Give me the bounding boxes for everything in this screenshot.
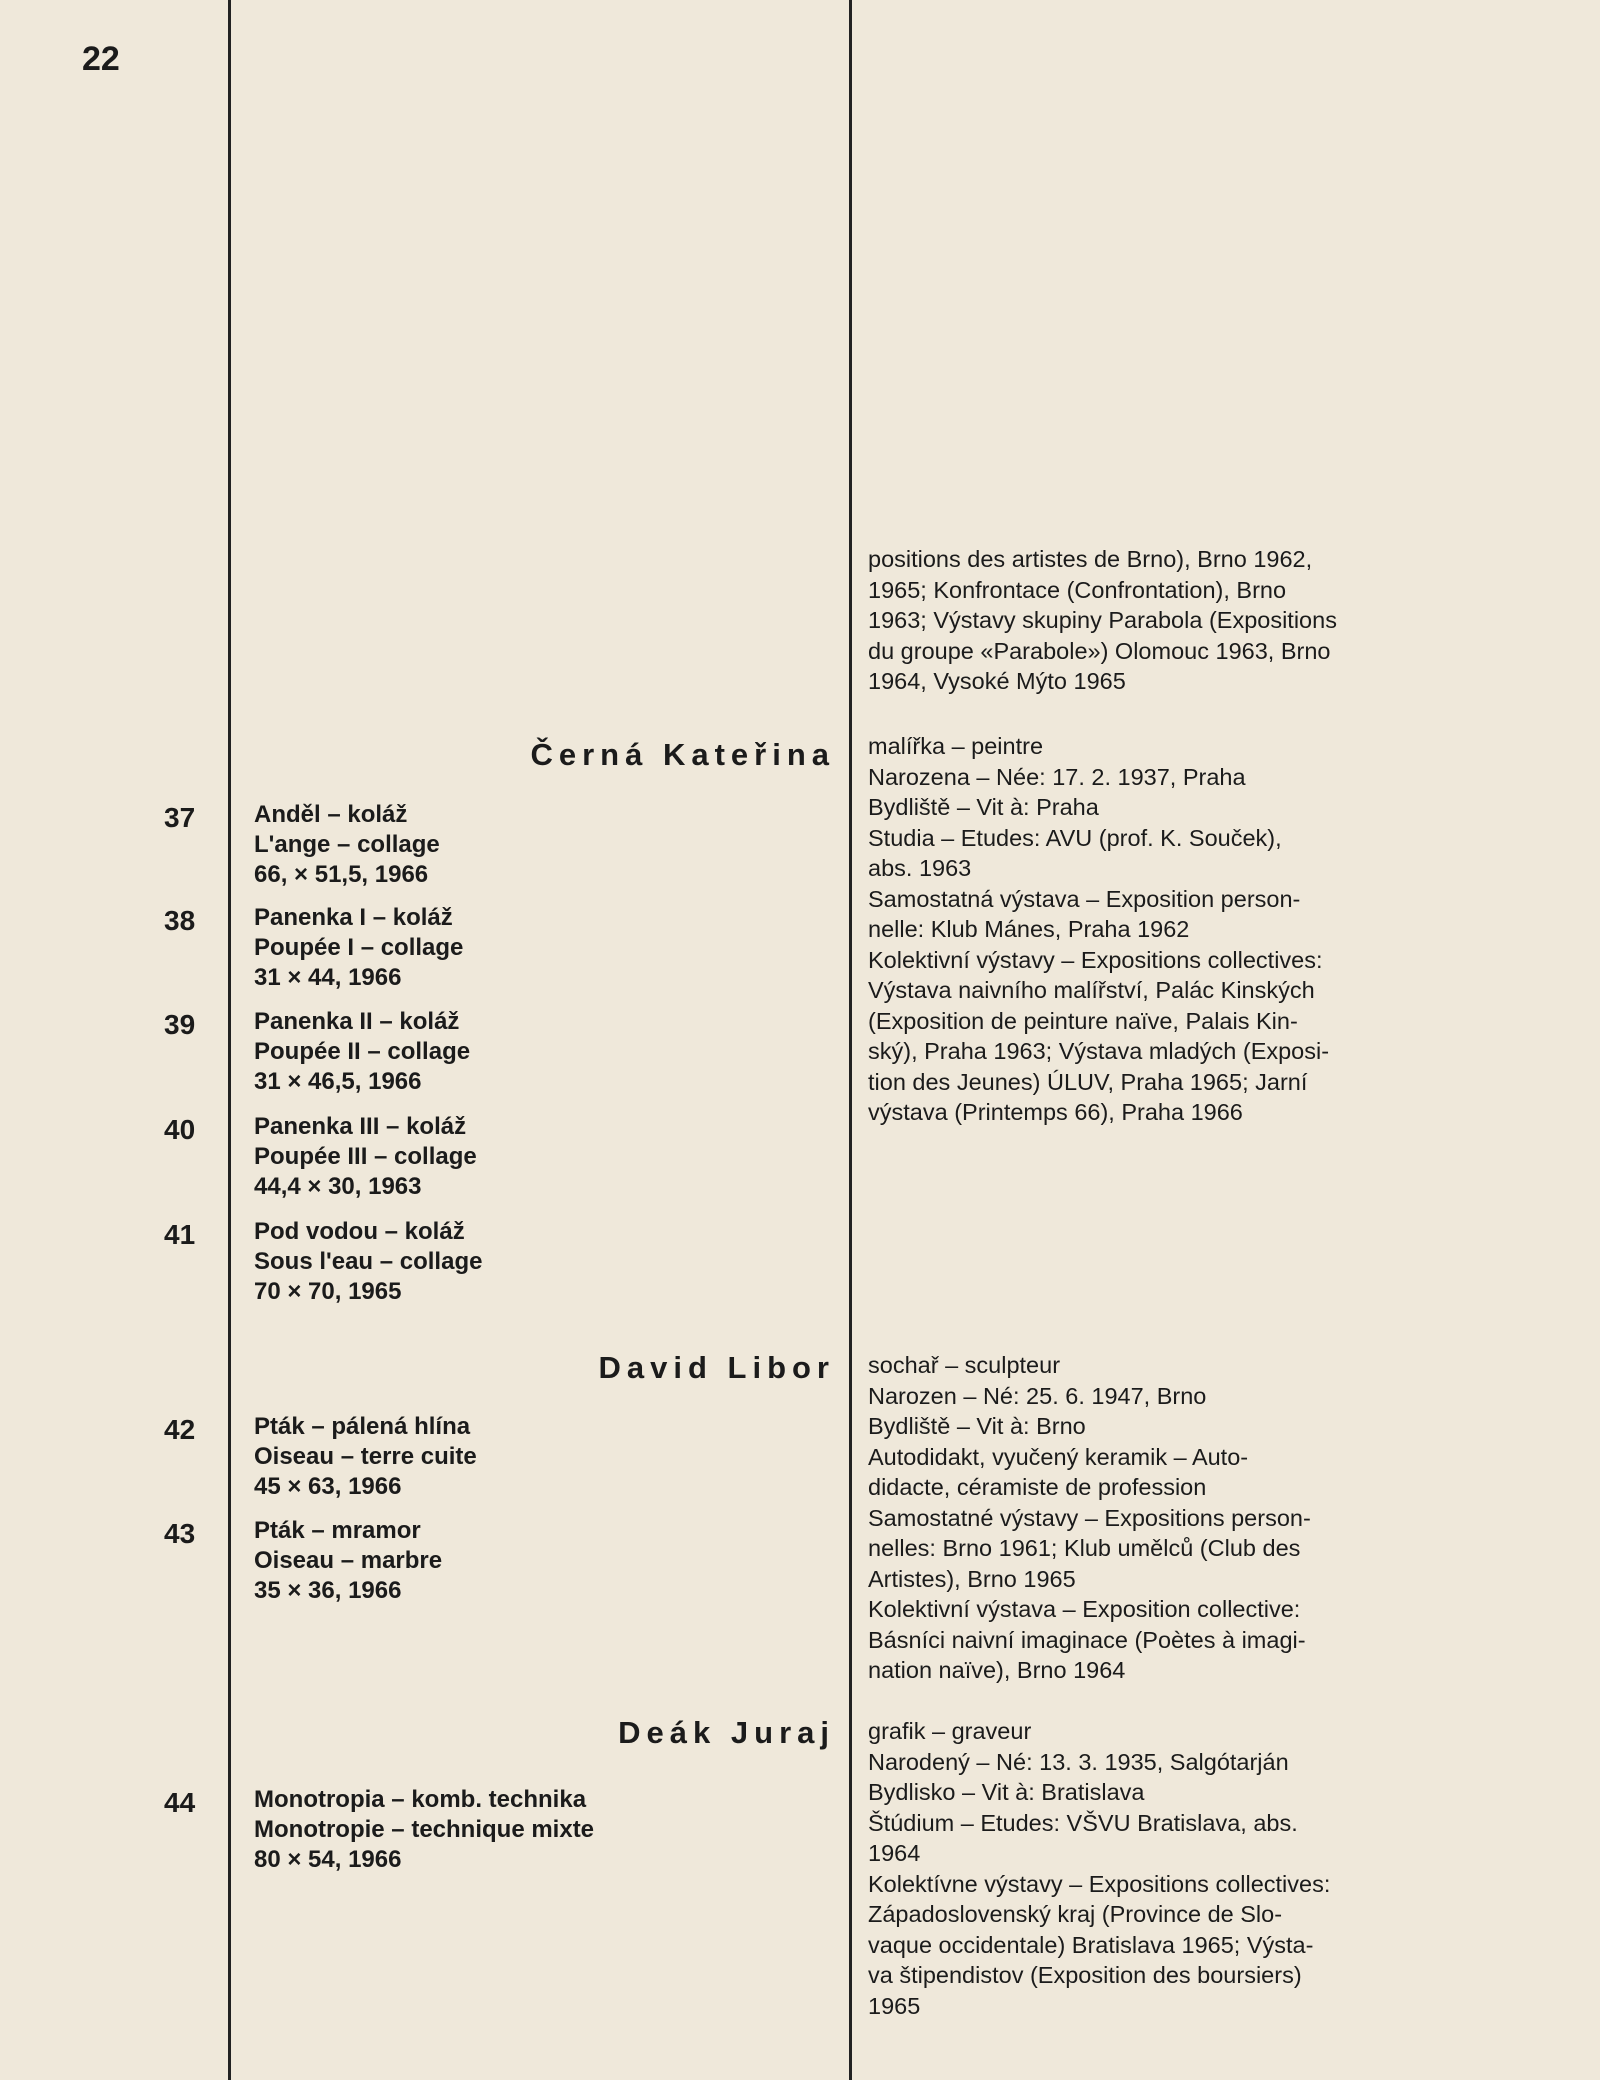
bio-line: Narozena – Née: 17. 2. 1937, Praha — [868, 763, 1246, 790]
work-number: 44 — [164, 1787, 196, 1818]
biography-column — [868, 0, 1448, 2080]
work-dimensions: 66, × 51,5, 1966 — [254, 861, 429, 888]
work-title-cz: Monotropia – komb. technika — [254, 1786, 587, 1813]
work-title-fr: Poupée III – collage — [254, 1143, 477, 1170]
bio-line: grafik – graveur — [868, 1718, 1032, 1744]
work-title-cz: Pták – mramor — [254, 1517, 421, 1544]
bio-line: malířka – peintre — [868, 733, 1044, 759]
work-number: 38 — [164, 905, 196, 936]
bio-line: 1964, Vysoké Mýto 1965 — [868, 668, 1126, 694]
bio-line: tion des Jeunes) ÚLUV, Praha 1965; Jarní — [868, 1068, 1308, 1095]
bio-line: ský), Praha 1963; Výstava mladých (Exposi- — [868, 1038, 1330, 1064]
bio-line: Narodený – Né: 13. 3. 1935, Salgótarján — [868, 1748, 1289, 1775]
work-title-fr: Poupée I – collage — [254, 934, 464, 961]
work-title-fr: Oiseau – terre cuite — [254, 1443, 477, 1470]
work-dimensions: 44,4 × 30, 1963 — [254, 1173, 422, 1200]
bio-line: Západoslovenský kraj (Province de Slo- — [868, 1901, 1283, 1927]
work-title-cz: Panenka II – koláž — [254, 1008, 460, 1035]
work-dimensions: 31 × 46,5, 1966 — [254, 1068, 422, 1095]
bio-line: vaque occidentale) Bratislava 1965; Výsta- — [868, 1931, 1314, 1958]
bio-line: nelle: Klub Mánes, Praha 1962 — [868, 916, 1190, 942]
bio-line: Kolektivní výstavy – Expositions collectives: — [868, 946, 1323, 973]
work-title-cz: Panenka III – koláž — [254, 1113, 467, 1140]
bio-line: Artistes), Brno 1965 — [868, 1565, 1076, 1592]
bio-line: 1965; Konfrontace (Confrontation), Brno — [868, 576, 1287, 603]
artist-name: Černá Kateřina — [530, 737, 835, 772]
work-title-cz: Pták – pálená hlína — [254, 1413, 471, 1440]
bio-line: Narozen – Né: 25. 6. 1947, Brno — [868, 1382, 1207, 1409]
bio-line: Kolektivní výstava – Exposition collective: — [868, 1596, 1301, 1622]
bio-line: Samostatné výstavy – Expositions person- — [868, 1504, 1311, 1531]
bio-line: Studia – Etudes: AVU (prof. K. Souček), — [868, 824, 1282, 851]
bio-line: 1965 — [868, 1992, 921, 2019]
bio-line: Bydliště – Vit à: Praha — [868, 794, 1099, 820]
work-dimensions: 31 × 44, 1966 — [254, 964, 402, 991]
bio-line: nelles: Brno 1961; Klub umělců (Club des — [868, 1535, 1301, 1561]
work-dimensions: 80 × 54, 1966 — [254, 1846, 402, 1873]
bio-line: positions des artistes de Brno), Brno 1962, — [868, 546, 1313, 572]
bio-line: sochař – sculpteur — [868, 1352, 1061, 1378]
work-title-cz: Pod vodou – koláž — [254, 1218, 465, 1245]
bio-line: Bydlisko – Vit à: Bratislava — [868, 1779, 1145, 1805]
work-title-cz: Anděl – koláž — [254, 801, 408, 828]
bio-line: Samostatná výstava – Exposition person- — [868, 885, 1301, 912]
work-title-cz: Panenka I – koláž — [254, 904, 453, 931]
work-number: 41 — [164, 1219, 196, 1250]
bio-line: va štipendistov (Exposition des boursiers) — [868, 1962, 1302, 1988]
work-number: 42 — [164, 1414, 196, 1445]
page-number: 22 — [82, 40, 120, 78]
bio-line: Bydliště – Vit à: Brno — [868, 1413, 1086, 1439]
work-number: 40 — [164, 1114, 196, 1145]
bio-line: du groupe «Parabole») Olomouc 1963, Brno — [868, 637, 1331, 664]
bio-line: výstava (Printemps 66), Praha 1966 — [868, 1099, 1243, 1125]
work-dimensions: 35 × 36, 1966 — [254, 1577, 402, 1604]
work-number: 39 — [164, 1009, 196, 1040]
work-dimensions: 70 × 70, 1965 — [254, 1278, 402, 1305]
work-title-fr: Oiseau – marbre — [254, 1547, 443, 1574]
bio-line: 1964 — [868, 1840, 921, 1866]
bio-line: Básníci naivní imaginace (Poètes à imagi- — [868, 1626, 1306, 1653]
bio-line: Kolektívne výstavy – Expositions collectives: — [868, 1870, 1331, 1897]
bio-line: 1963; Výstavy skupiny Parabola (Expositions — [868, 607, 1337, 633]
bio-line: Štúdium – Etudes: VŠVU Bratislava, abs. — [868, 1809, 1298, 1836]
work-number: 43 — [164, 1518, 196, 1549]
bio-line: Výstava naivního malířství, Palác Kinských — [868, 977, 1315, 1003]
bio-line: (Exposition de peinture naïve, Palais Kin- — [868, 1007, 1298, 1034]
work-title-fr: Sous l'eau – collage — [254, 1248, 483, 1275]
bio-line: nation naïve), Brno 1964 — [868, 1657, 1126, 1683]
bio-line: didacte, céramiste de profession — [868, 1474, 1207, 1500]
bio-line: Autodidakt, vyučený keramik – Auto- — [868, 1443, 1249, 1470]
work-number: 37 — [164, 802, 196, 833]
bio-line: abs. 1963 — [868, 855, 972, 881]
work-dimensions: 45 × 63, 1966 — [254, 1473, 402, 1500]
work-title-fr: Poupée II – collage — [254, 1038, 471, 1065]
artist-name: Deák Juraj — [618, 1715, 835, 1750]
work-title-fr: Monotropie – technique mixte — [254, 1816, 595, 1843]
artist-name: David Libor — [598, 1350, 835, 1385]
work-title-fr: L'ange – collage — [254, 831, 440, 858]
